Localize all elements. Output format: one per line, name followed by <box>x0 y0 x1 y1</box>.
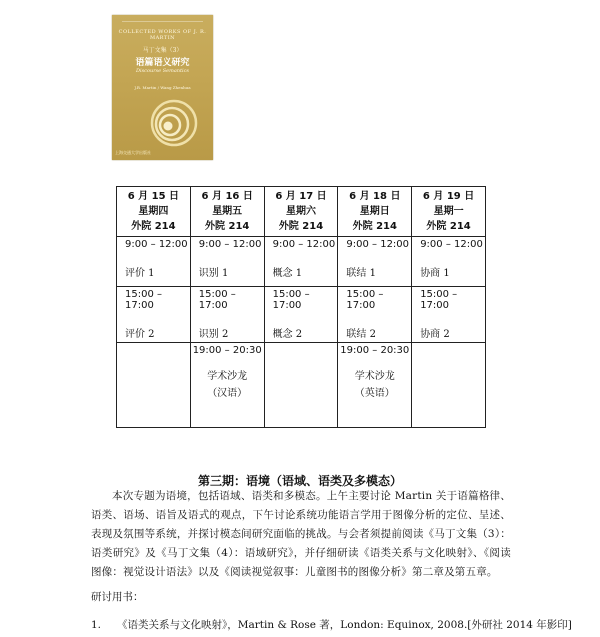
salon-language: （汉语） <box>207 387 248 399</box>
day-date: 6 月 17 日 <box>275 190 327 202</box>
session-time: 15:00 – 17:00 <box>420 288 458 311</box>
cover-publisher: 上海交通大学出版社 <box>115 150 151 155</box>
session-time: 9:00 – 12:00 <box>198 238 262 250</box>
cover-series-number: 马丁文集（3） <box>142 47 183 54</box>
session-cell <box>190 236 264 286</box>
salon-time: 19:00 – 20:30 <box>192 344 262 356</box>
schedule-table <box>116 186 486 428</box>
day-header <box>117 187 191 237</box>
day-date: 6 月 19 日 <box>422 190 475 202</box>
section-title: 第三期：语境（语域、语类及多模态） <box>197 474 402 488</box>
evening-row <box>117 342 486 427</box>
session-topic: 协商 1 <box>420 267 450 279</box>
afternoon-row <box>117 286 486 342</box>
reference-item <box>91 617 572 632</box>
session-time: 15:00 – 17:00 <box>272 288 310 311</box>
empty-cell <box>412 342 486 427</box>
session-topic: 协商 2 <box>420 328 450 340</box>
salon-title <box>338 368 411 402</box>
session-topic: 识别 1 <box>198 267 229 279</box>
session-cell <box>412 236 486 286</box>
session-topic: 评价 1 <box>125 267 155 279</box>
session-cell <box>117 236 191 286</box>
session-cell <box>338 236 412 286</box>
session-cell <box>117 286 191 342</box>
cover-authors: J.R. Martin / Wang Zhenhua <box>134 85 191 90</box>
session-cell <box>412 286 486 342</box>
session-topic: 概念 1 <box>272 267 303 279</box>
session-topic: 概念 2 <box>272 328 303 340</box>
salon-name: 学术沙龙 <box>207 370 248 382</box>
reference-text: 《语类关系与文化映射》，Martin & Rose 著，London: Equinox, 2008.[外研社 2014 年影印] <box>117 619 572 631</box>
session-topic: 联结 2 <box>346 328 376 340</box>
cover-series: COLLECTED WORKS OF J. R. MARTIN <box>118 29 207 41</box>
day-room: 外院 214 <box>131 220 176 232</box>
session-cell <box>338 286 412 342</box>
salon-language: （英语） <box>354 387 395 399</box>
session-topic: 联结 1 <box>346 267 376 279</box>
session-topic: 识别 2 <box>198 328 229 340</box>
day-room: 外院 214 <box>352 220 397 232</box>
session-time: 15:00 – 17:00 <box>346 288 384 311</box>
cover-strip <box>122 21 203 24</box>
day-weekday: 星期日 <box>359 205 390 217</box>
cover-rings-icon <box>150 99 198 147</box>
day-header <box>412 187 486 237</box>
session-time: 15:00 – 17:00 <box>125 288 162 311</box>
materials-label: 研讨用书： <box>91 591 144 603</box>
day-room: 外院 214 <box>278 220 324 232</box>
day-header <box>190 187 264 237</box>
session-time: 9:00 – 12:00 <box>346 238 410 250</box>
salon-name: 学术沙龙 <box>354 370 395 382</box>
session-cell <box>264 286 338 342</box>
day-weekday: 星期一 <box>433 205 464 217</box>
session-cell <box>264 236 338 286</box>
day-room: 外院 214 <box>205 220 250 232</box>
session-topic: 评价 2 <box>125 328 155 340</box>
day-date: 6 月 15 日 <box>127 190 180 202</box>
day-date: 6 月 16 日 <box>201 190 253 202</box>
day-weekday: 星期四 <box>138 205 169 217</box>
session-time: 9:00 – 12:00 <box>272 238 336 250</box>
header-row <box>117 187 486 237</box>
book-cover <box>112 15 213 160</box>
morning-row <box>117 236 486 286</box>
reference-number: 1. <box>91 619 102 631</box>
salon-time: 19:00 – 20:30 <box>340 344 410 356</box>
day-weekday: 星期五 <box>212 205 243 217</box>
session-time: 9:00 – 12:00 <box>420 238 483 250</box>
day-date: 6 月 18 日 <box>349 190 401 202</box>
section-paragraph: 本次专题为语境，包括语域、语类和多模态。上午主要讨论 Martin 关于语篇格律、语类、语场、语旨及语式的观点，下午讨论系统功能语言学用于图像分析的定位、呈述、表现及氛围等系统，并探讨模态间研究面临的挑战。与会者须提前阅读《马丁文集（3）：语类研究》及《马丁文集（4）：语域研究》，并仔细研读《语类关系与文化映射》、《阅读图像：视觉设计语法》以及《阅读视觉叙事：儿童图书的图像分析》第二章及第五章。 <box>91 490 511 578</box>
empty-cell <box>264 342 338 427</box>
session-time: 15:00 – 17:00 <box>198 288 236 311</box>
salon-title <box>191 368 264 402</box>
session-time: 9:00 – 12:00 <box>125 238 188 250</box>
empty-cell <box>117 342 191 427</box>
salon-cell <box>190 342 264 427</box>
day-header <box>264 187 338 237</box>
session-cell <box>190 286 264 342</box>
day-header <box>338 187 412 237</box>
cover-subtitle: Discourse Semantics <box>135 68 189 74</box>
day-room: 外院 214 <box>426 220 471 232</box>
day-weekday: 星期六 <box>285 205 316 217</box>
cover-title: 语篇语义研究 <box>135 58 190 68</box>
salon-cell <box>338 342 412 427</box>
